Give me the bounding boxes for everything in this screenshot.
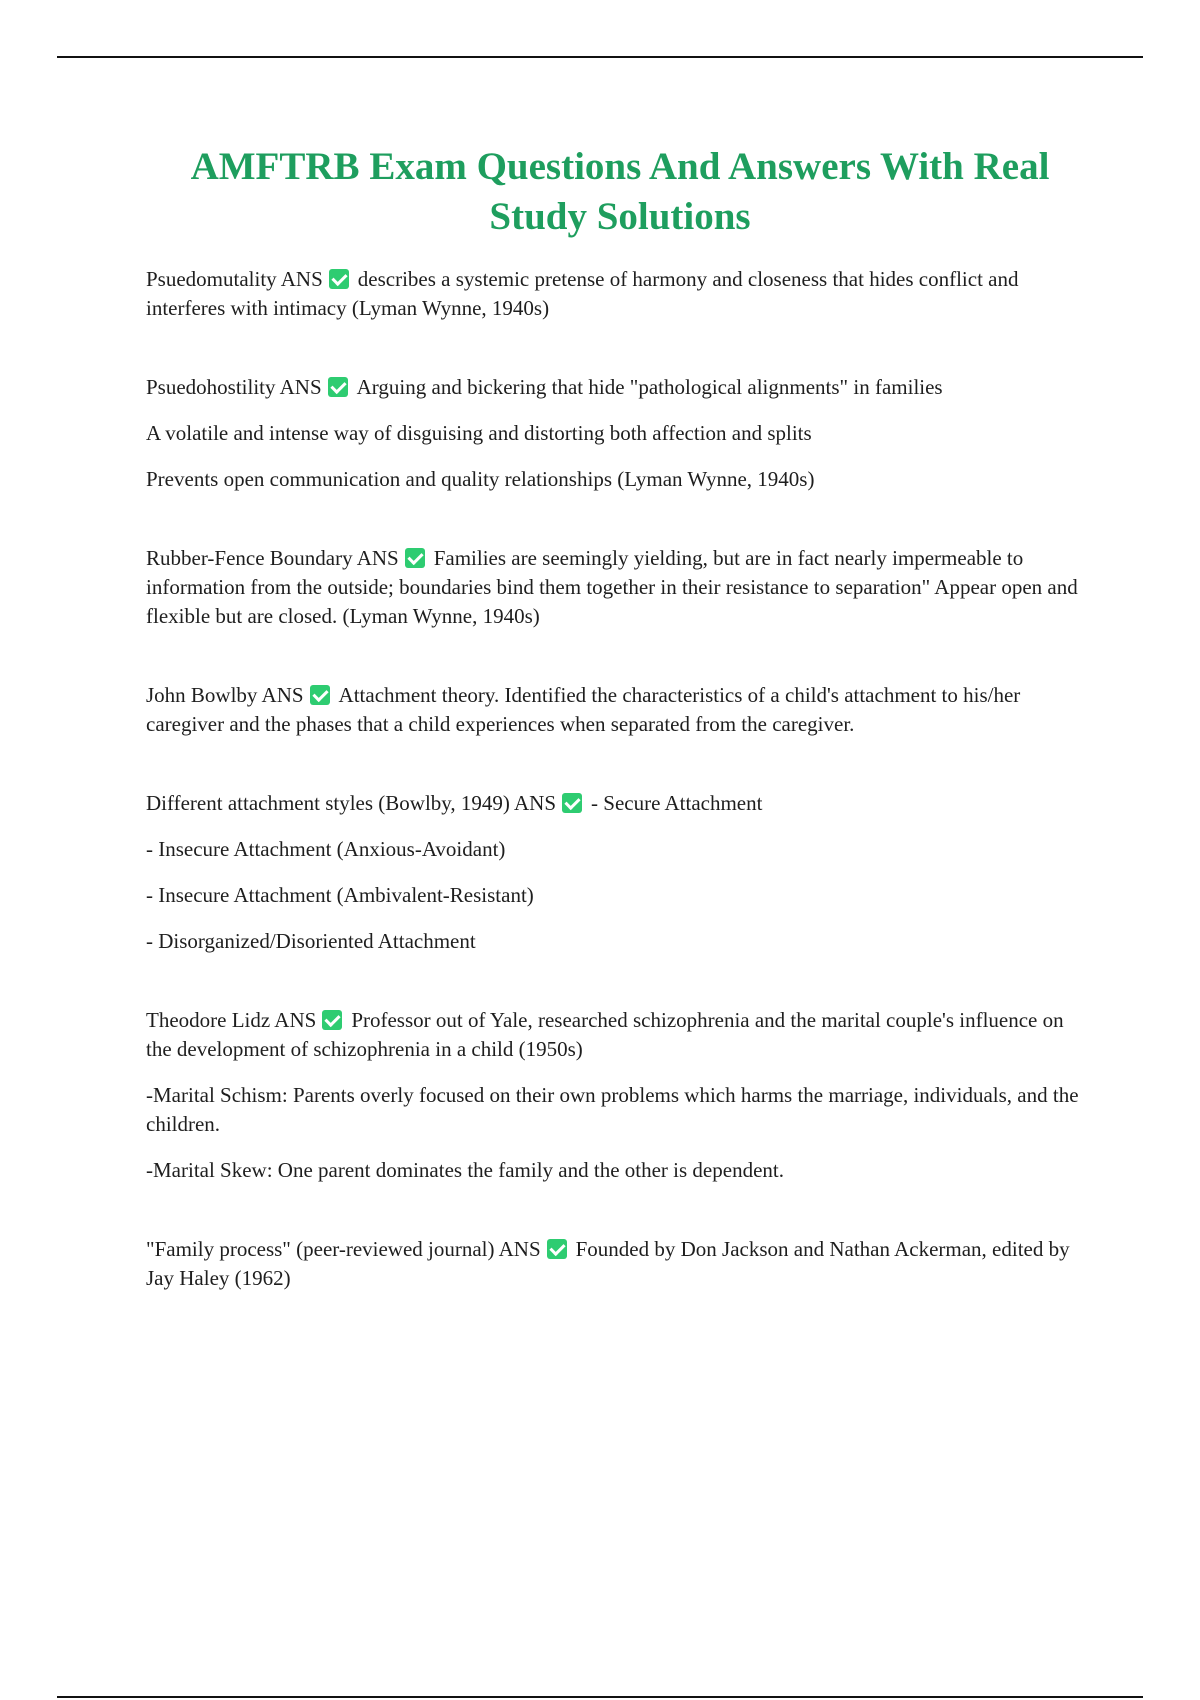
qa-line — [146, 1006, 1081, 1064]
ans-label: ANS — [498, 1237, 541, 1261]
qa-line — [146, 789, 1081, 818]
ans-label: ANS — [280, 267, 323, 291]
answer-continuation: - Insecure Attachment (Ambivalent-Resistant) — [146, 883, 534, 907]
qa-entry — [146, 681, 1081, 739]
ans-label: ANS — [356, 546, 399, 570]
answer: Attachment theory. Identified the characteristics of a child's attachment to his/her caregiver and the phases that a child experiences when separated from the caregiver. — [146, 683, 1021, 736]
checkmark-icon — [329, 269, 349, 289]
qa-entry — [146, 1235, 1081, 1293]
qa-line — [146, 265, 1081, 323]
qa-list — [146, 265, 1081, 1343]
checkmark-icon — [405, 548, 425, 568]
top-rule — [57, 56, 1143, 58]
answer-continuation: A volatile and intense way of disguising and distorting both affection and splits — [146, 421, 812, 445]
term: John Bowlby — [146, 683, 258, 707]
answer-continuation: - Insecure Attachment (Anxious-Avoidant) — [146, 837, 506, 861]
answer: describes a systemic pretense of harmony and closeness that hides conflict and interferes with intimacy (Lyman Wynne, 1940s) — [146, 267, 1019, 320]
qa-line — [146, 1235, 1081, 1293]
term: Different attachment styles (Bowlby, 1949) — [146, 791, 510, 815]
qa-line — [146, 373, 1081, 402]
qa-line — [146, 681, 1081, 739]
answer: Arguing and bickering that hide "pathological alignments" in families — [356, 375, 943, 399]
checkmark-icon — [328, 377, 348, 397]
answer-continuation: - Disorganized/Disoriented Attachment — [146, 929, 476, 953]
document-title: AMFTRB Exam Questions And Answers With Real Study Solutions — [190, 145, 1050, 238]
term: Rubber-Fence Boundary — [146, 546, 353, 570]
answer-continuation: Prevents open communication and quality relationships (Lyman Wynne, 1940s) — [146, 467, 815, 491]
ans-label: ANS — [514, 791, 557, 815]
checkmark-icon — [310, 685, 330, 705]
term: Psuedohostility — [146, 375, 276, 399]
qa-entry — [146, 1006, 1081, 1185]
ans-label: ANS — [274, 1008, 317, 1032]
bottom-rule — [57, 1696, 1143, 1698]
checkmark-icon — [547, 1239, 567, 1259]
qa-line — [146, 544, 1081, 631]
qa-entry — [146, 265, 1081, 323]
answer: - Secure Attachment — [591, 791, 763, 815]
answer-continuation: -Marital Skew: One parent dominates the family and the other is dependent. — [146, 1158, 784, 1182]
qa-entry — [146, 373, 1081, 494]
answer: Founded by Don Jackson and Nathan Ackerman, edited by Jay Haley (1962) — [146, 1237, 1070, 1290]
qa-entry — [146, 544, 1081, 631]
ans-label: ANS — [279, 375, 322, 399]
checkmark-icon — [322, 1010, 342, 1030]
answer: Families are seemingly yielding, but are in fact nearly impermeable to information from the outside; boundaries bind them together in their resistance to separation" Appear open and flexible but are closed. (Lyman Wynne, 1940s) — [146, 546, 1078, 628]
checkmark-icon — [562, 793, 582, 813]
term: Theodore Lidz — [146, 1008, 271, 1032]
answer-continuation: -Marital Schism: Parents overly focused on their own problems which harms the marriage, individuals, and the children. — [146, 1083, 1079, 1136]
ans-label: ANS — [261, 683, 304, 707]
answer: Professor out of Yale, researched schizophrenia and the marital couple's influence on the development of schizophrenia in a child (1950s) — [146, 1008, 1064, 1061]
qa-entry — [146, 789, 1081, 956]
term: Psuedomutality — [146, 267, 277, 291]
term: "Family process" (peer-reviewed journal) — [146, 1237, 495, 1261]
